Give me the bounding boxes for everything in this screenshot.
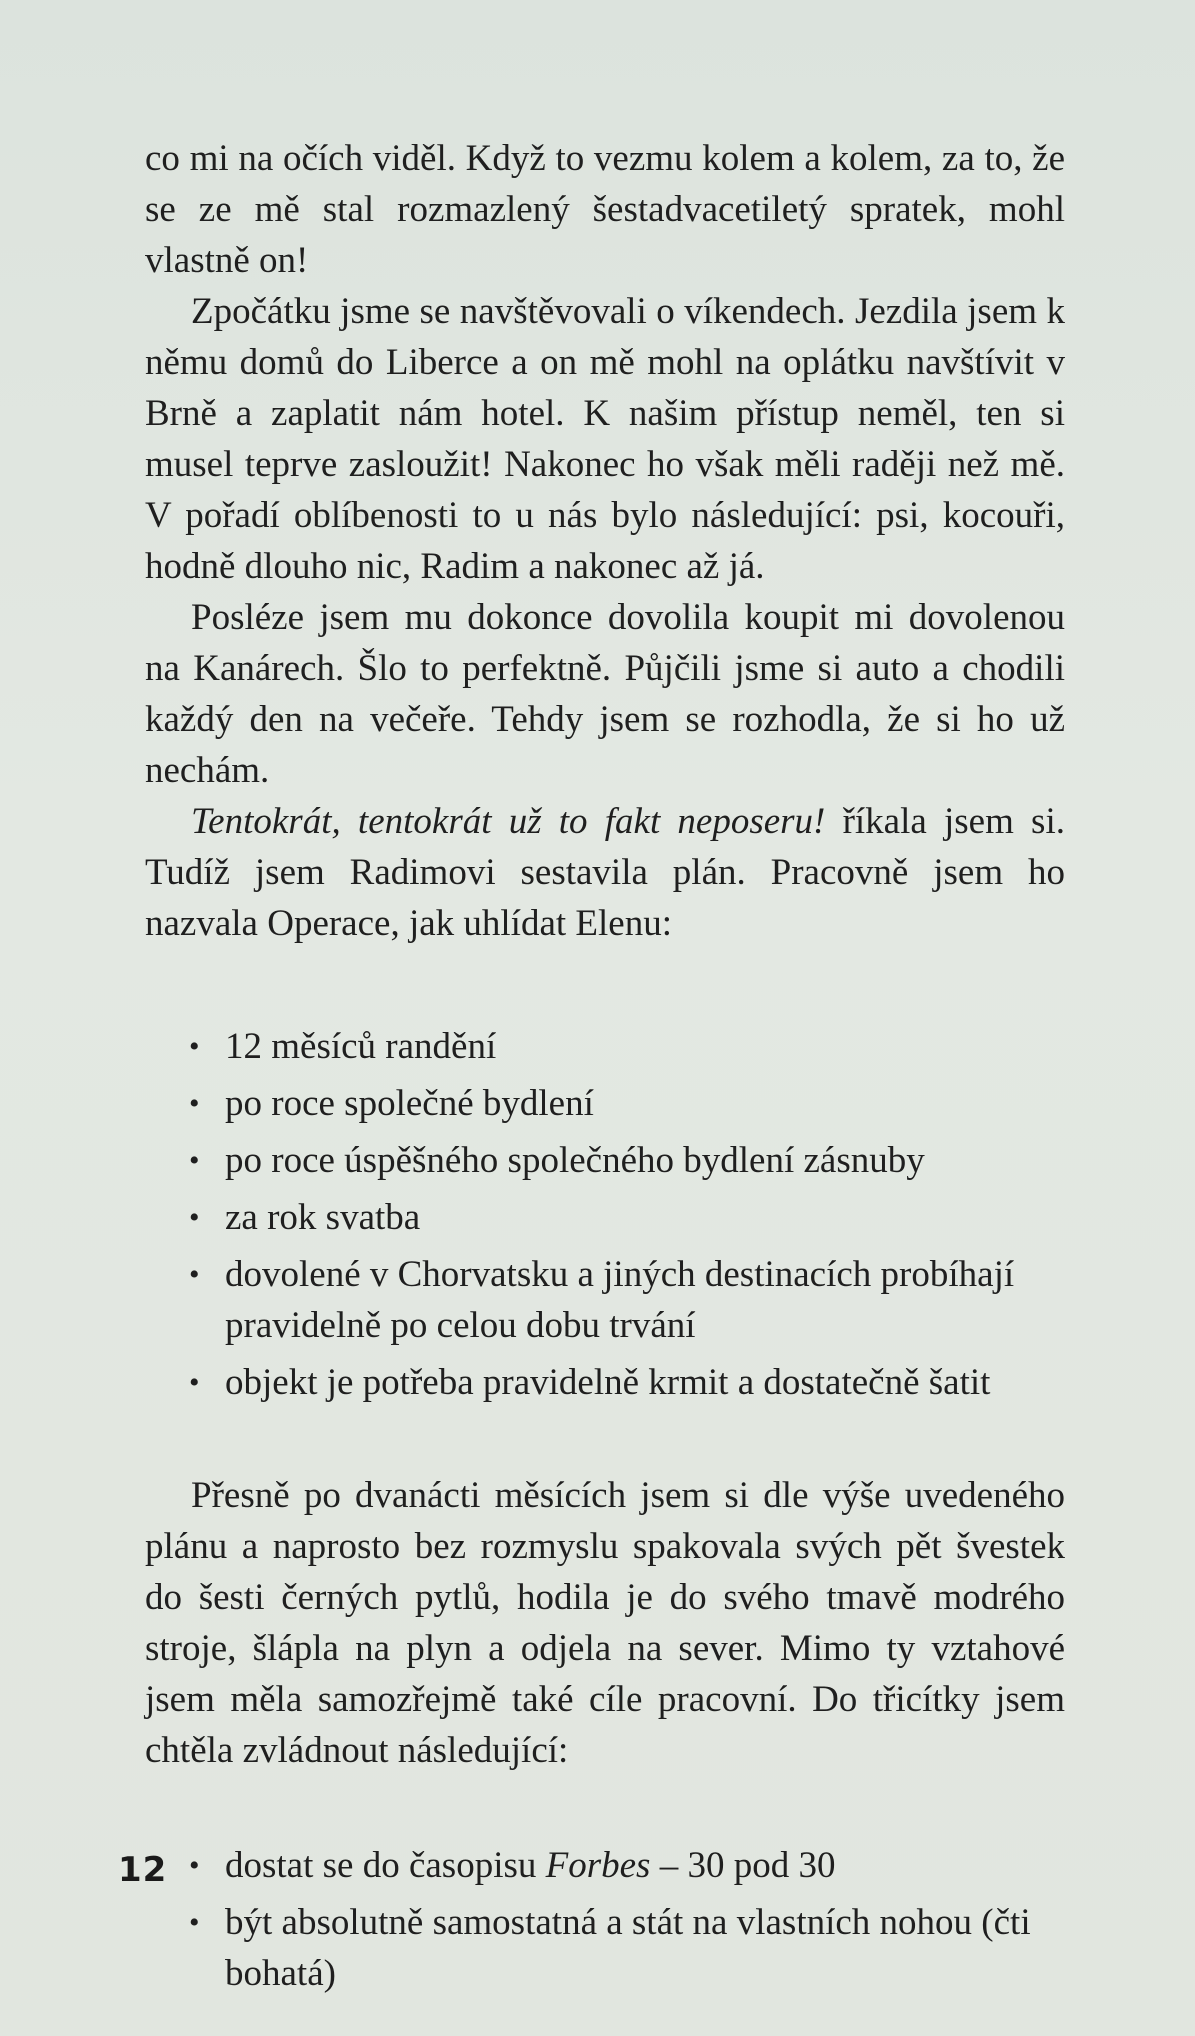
list-item: • 12 měsíců randění [145,1021,1065,1072]
list-item: • dostat se do časopisu Forbes – 30 pod 30 [145,1840,1065,1891]
bullet-icon: • [189,1906,200,1939]
goals-list [145,1840,1065,1999]
bullet-icon: • [189,1366,200,1399]
bullet-icon: • [189,1030,200,1063]
bullet-icon: • [189,1258,200,1291]
magazine-title: Forbes [545,1845,651,1886]
bullet-icon: • [189,1201,200,1234]
bullet-icon: • [189,1849,200,1882]
list-item: • za rok svatba [145,1192,1065,1243]
bullet-icon: • [189,1087,200,1120]
paragraph-opening: co mi na očích viděl. Když to vezmu kolem a kolem, za to, že se ze mě stal rozmazlený šestadvacetiletý spratek, mohl vlastně on! [145,138,1065,281]
list-item: • být absolutně samostatná a stát na vlastních nohou (čti bohatá) [145,1897,1065,1999]
paragraph-after-plan: Přesně po dvanácti měsících jsem si dle výše uvedeného plánu a naprosto bez rozmyslu spakovala svých pět švestek do šesti černých pytlů, hodila je do svého tmavě modrého stroje, šlápla na plyn a odjela na sever. Mimo ty vztahové jsem měla samozřejmě také cíle pracovní. Do třicítky jsem chtěla zvládnout následující: [145,1475,1065,1771]
paragraph-weekends: Zpočátku jsme se navštěvovali o víkendech. Jezdila jsem k němu domů do Liberce a on mě mohl na oplátku navštívit v Brně a zaplatit nám hotel. K našim přístup neměl, ten si musel teprve zasloužit! Nakonec ho však měli raději než mě. V pořadí oblíbenosti to u nás bylo následující: psi, kocouři, hodně dlouho nic, Radim a nakonec až já. [145,291,1065,587]
page-text [145,133,1065,2005]
bullet-icon: • [189,1144,200,1177]
page-number: 12 [118,1850,168,1890]
paragraph-canaries: Posléze jsem mu dokonce dovolila koupit mi dovolenou na Kanárech. Šlo to perfektně. Půjčili jsme si auto a chodili každý den na večeře. Tehdy jsem se rozhodla, že si ho už nechám. [145,597,1065,791]
plan-list [145,1021,1065,1408]
list-item: • po roce společné bydlení [145,1078,1065,1129]
list-item: • dovolené v Chorvatsku a jiných destinacích probíhají pravidelně po celou dobu trvání [145,1249,1065,1351]
italic-quote: Tentokrát, tentokrát už to fakt neposeru! [191,801,826,842]
list-item: • po roce úspěšného společného bydlení zásnuby [145,1135,1065,1186]
plan-intro-text: říkala jsem si. Tudíž jsem Radimovi sestavila plán. Pracovně jsem ho nazvala Operace, jak uhlídat Elenu: [145,801,1065,944]
paragraph-plan-intro [145,796,1065,949]
list-item: • objekt je potřeba pravidelně krmit a dostatečně šatit [145,1357,1065,1408]
